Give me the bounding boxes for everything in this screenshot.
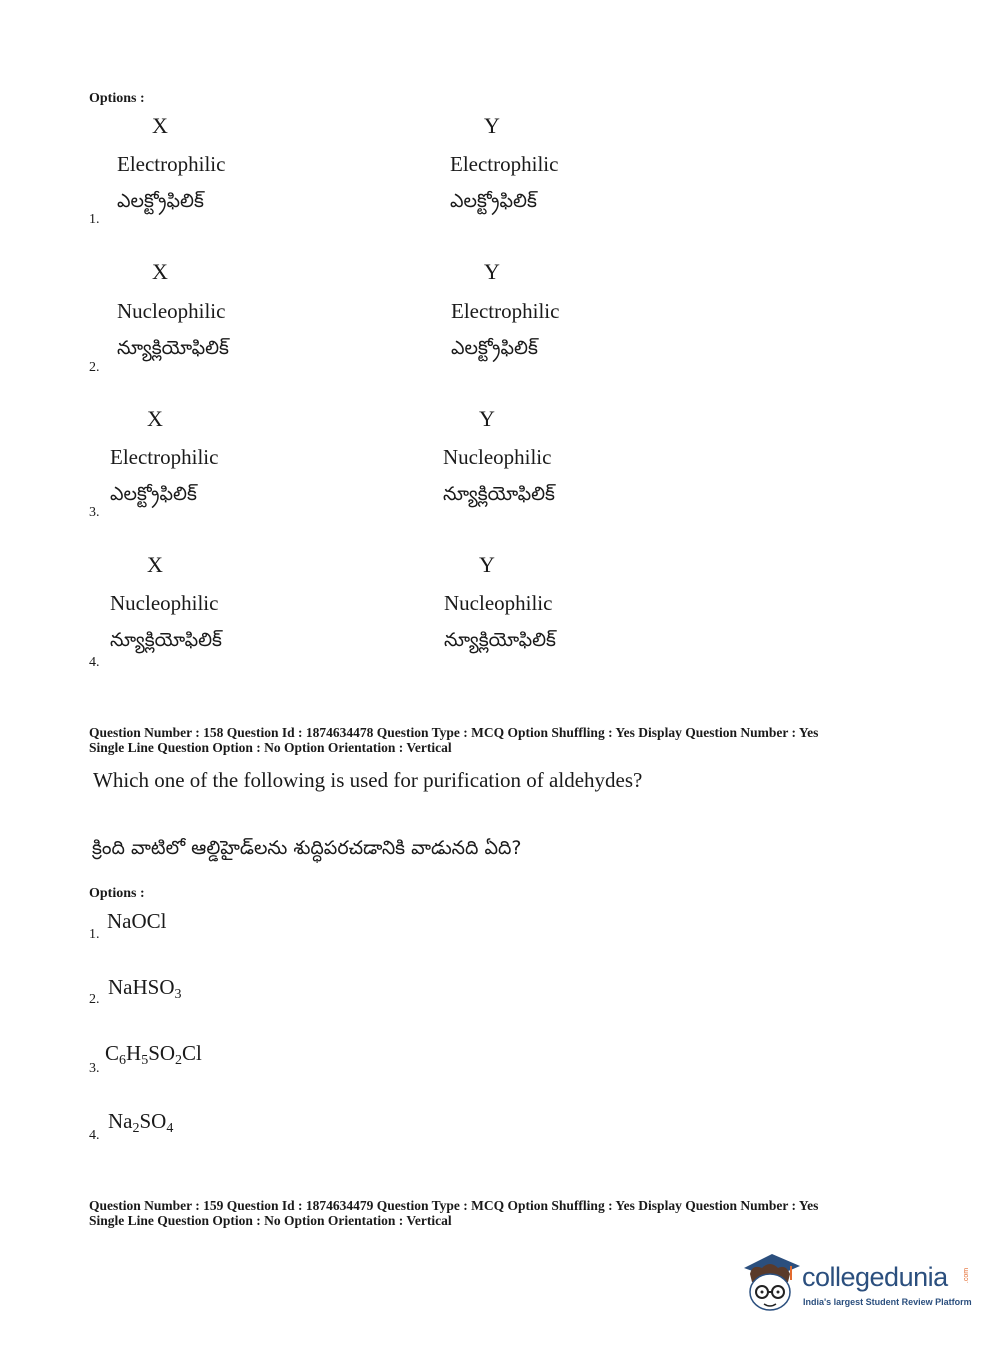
question-meta-line-1: Question Number : 158 Question Id : 1874634478 Question Type : MCQ Option Shuffling : Yes Display Question Number : Yes [89, 725, 819, 740]
option-y-english: Nucleophilic [444, 591, 553, 615]
question-meta-line-2: Single Line Question Option : No Option Orientation : Vertical [89, 740, 452, 755]
option-number: 4. [89, 1128, 100, 1143]
option-number: 1. [89, 212, 100, 227]
logo-dotcom: .com [963, 1267, 971, 1284]
option-x-telugu: ఎలక్ట్రోఫిలిక్ [117, 190, 204, 212]
option-x-english: Nucleophilic [110, 591, 219, 615]
question-text-telugu: క్రింది వాటిలో ఆల్డిహైడ్‌లను శుద్ధిపరచడానికి వాడునది ఏది? [92, 837, 522, 859]
option-x-telugu: ఎలక్ట్రోఫిలిక్ [110, 483, 197, 505]
logo-wordmark: collegedunia [802, 1262, 948, 1292]
option-y-telugu: ఎలక్ట్రోఫిలిక్ [451, 337, 538, 359]
question-meta-line-2: Single Line Question Option : No Option Orientation : Vertical [89, 1213, 452, 1228]
options-label: Options : [89, 886, 145, 901]
column-y-heading: Y [484, 113, 500, 138]
option-x-telugu: న్యూక్లియోఫిలిక్ [110, 629, 222, 651]
option-formula: NaHSO$_3$ [108, 975, 182, 1002]
option-number: 3. [89, 505, 100, 520]
option-x-english: Electrophilic [110, 445, 219, 469]
option-number: 2. [89, 992, 100, 1007]
option-y-english: Electrophilic [451, 299, 560, 323]
option-y-telugu: న్యూక్లియోఫిలిక్ [443, 483, 555, 505]
mascot-icon [742, 1250, 802, 1316]
options-label: Options : [89, 91, 145, 106]
option-y-telugu: న్యూక్లియోఫిలిక్ [444, 629, 556, 651]
question-text-english: Which one of the following is used for purification of aldehydes? [93, 768, 643, 792]
column-y-heading: Y [484, 259, 500, 284]
column-x-heading: X [152, 259, 168, 284]
column-y-heading: Y [479, 552, 495, 577]
option-number: 3. [89, 1061, 100, 1076]
column-x-heading: X [147, 406, 163, 431]
option-formula: $Na_2SO_4$ [108, 1109, 174, 1136]
option-x-english: Electrophilic [117, 152, 226, 176]
option-number: 4. [89, 655, 100, 670]
option-number: 1. [89, 927, 100, 942]
question-meta-line-1: Question Number : 159 Question Id : 1874634479 Question Type : MCQ Option Shuffling : Yes Display Question Number : Yes [89, 1198, 819, 1213]
option-y-telugu: ఎలక్ట్రోఫిలిక్ [450, 190, 537, 212]
option-formula: NaOCl [107, 909, 167, 933]
option-y-english: Electrophilic [450, 152, 559, 176]
option-x-english: Nucleophilic [117, 299, 226, 323]
option-formula: $C_6H_5SO_2Cl$ [105, 1041, 202, 1068]
option-x-telugu: న్యూక్లియోఫిలిక్ [117, 337, 229, 359]
logo-tagline: India's largest Student Review Platform [803, 1297, 972, 1307]
option-number: 2. [89, 360, 100, 375]
column-y-heading: Y [479, 406, 495, 431]
column-x-heading: X [147, 552, 163, 577]
column-x-heading: X [152, 113, 168, 138]
collegedunia-logo [742, 1250, 972, 1316]
option-y-english: Nucleophilic [443, 445, 552, 469]
